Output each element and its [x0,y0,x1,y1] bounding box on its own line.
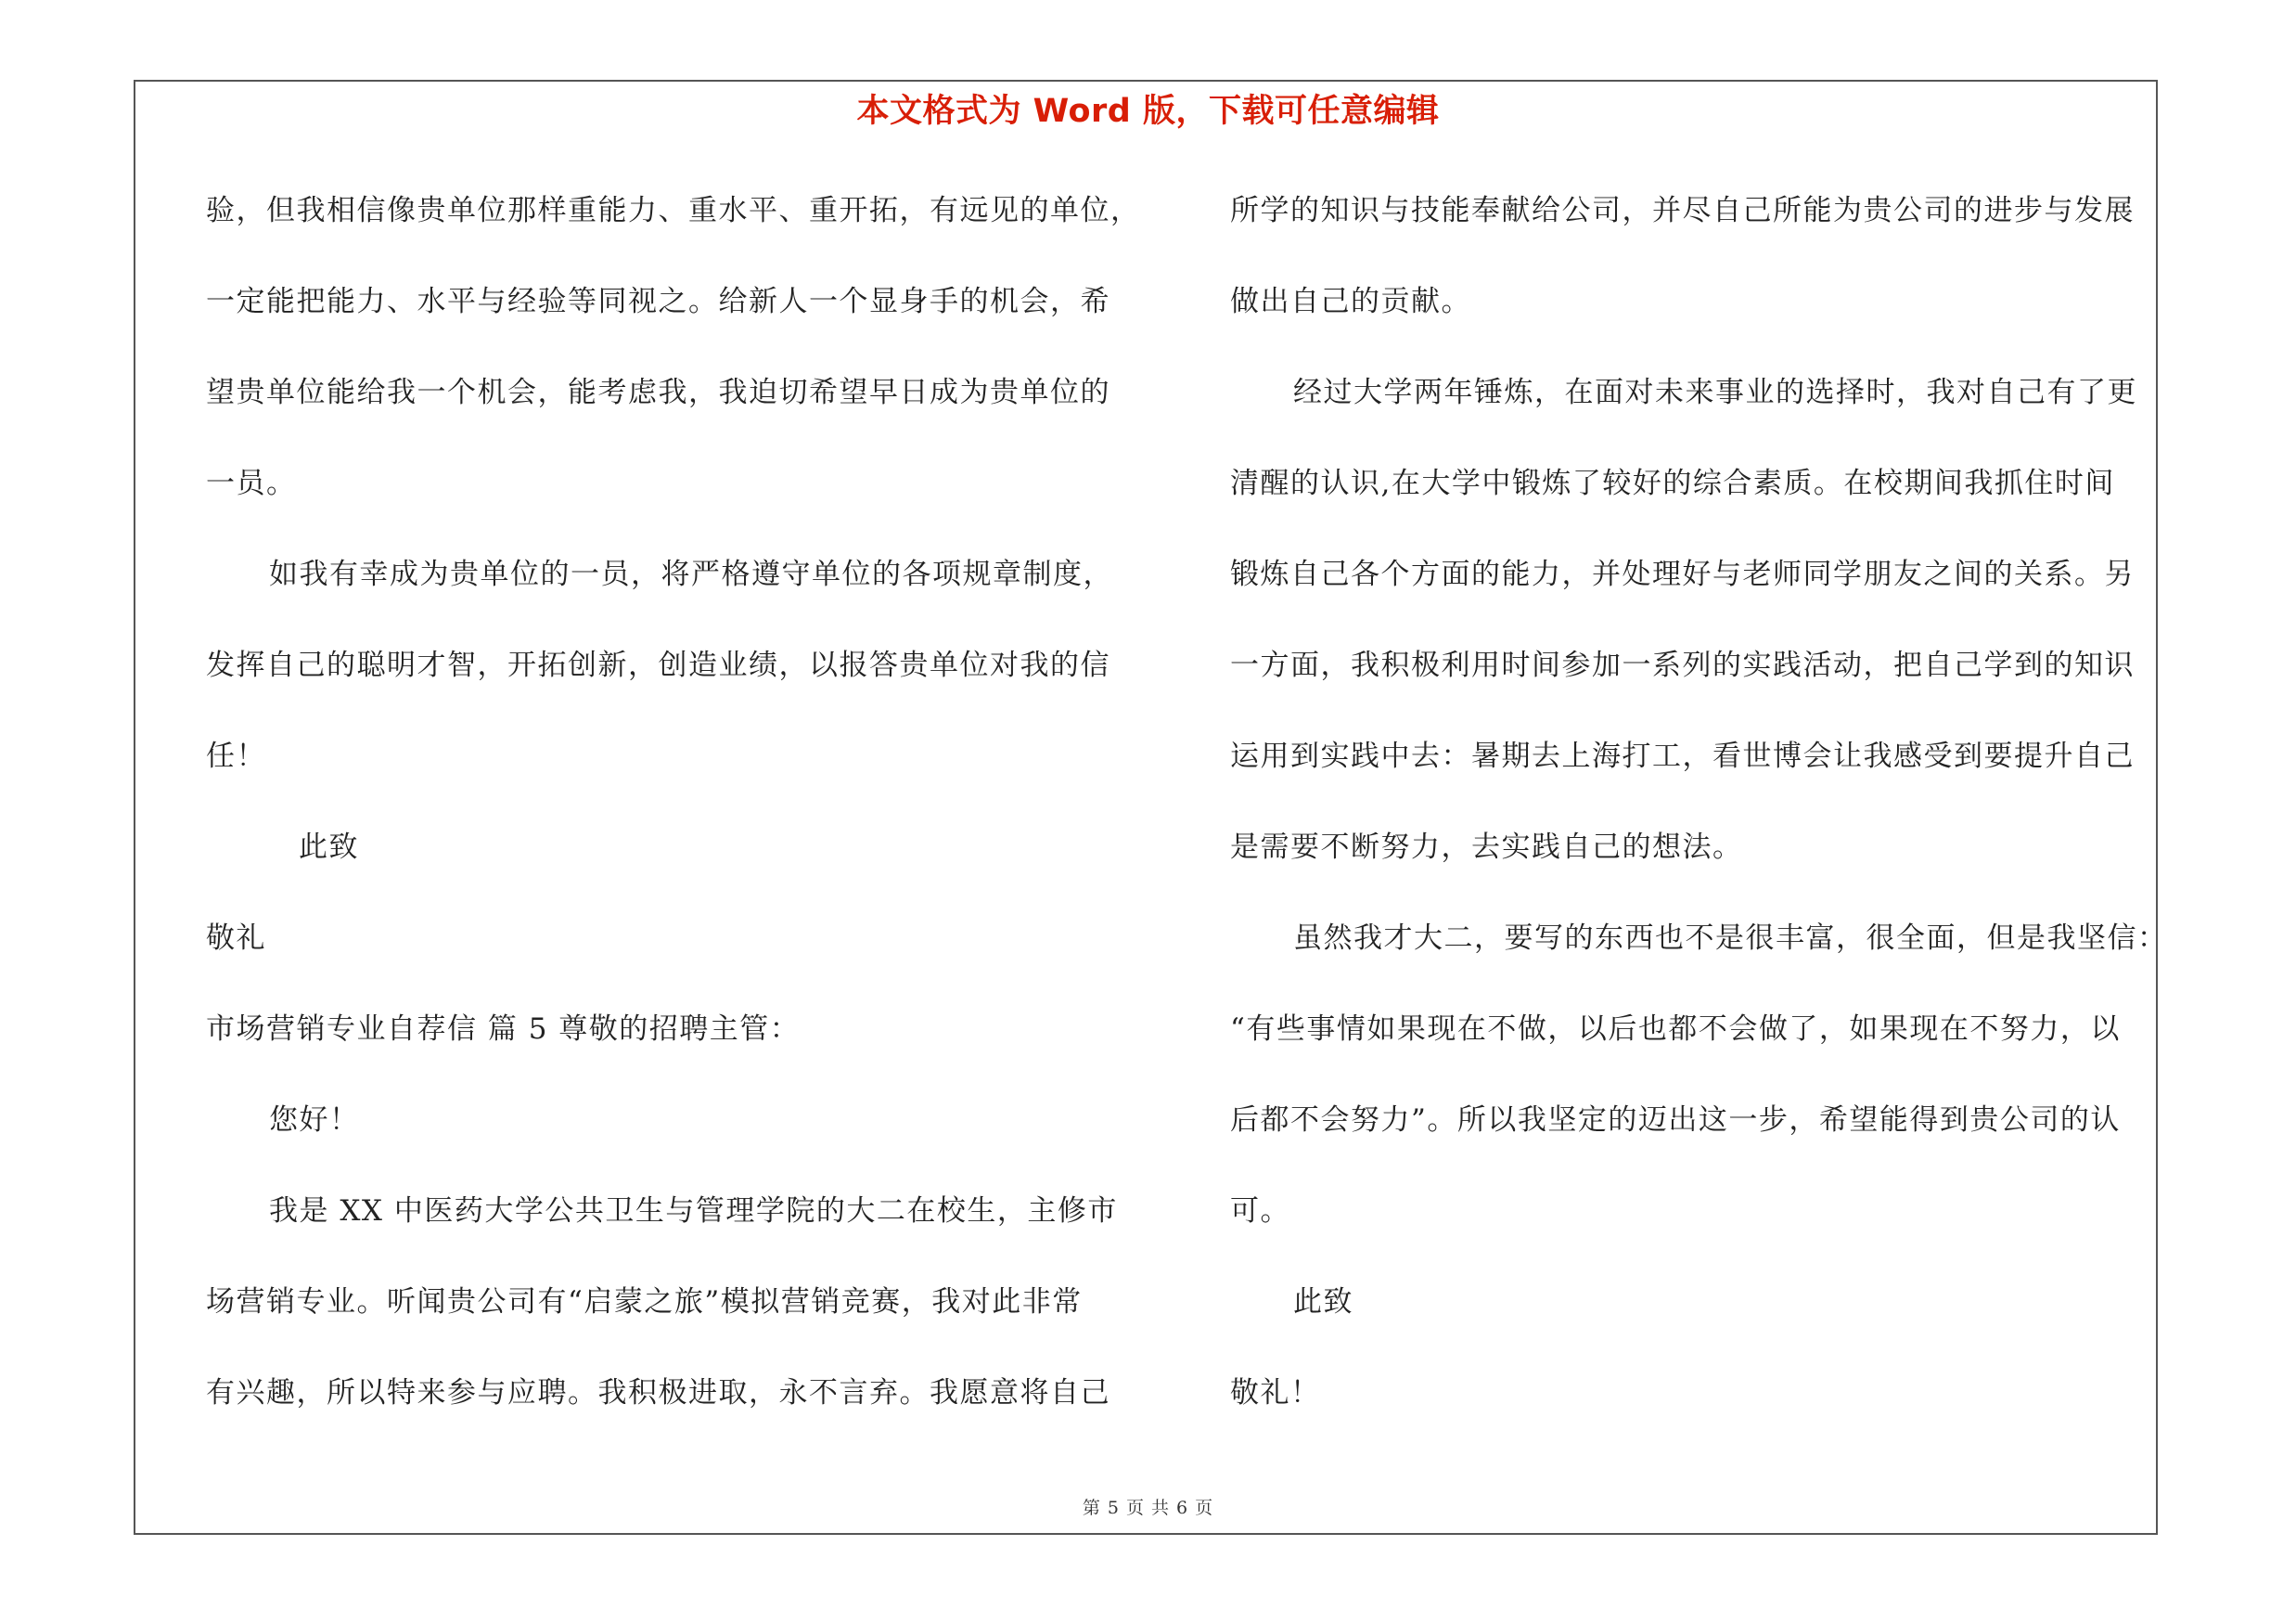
paragraph-line: 市场营销专业自荐信 篇 5 尊敬的招聘主管： [206,1012,801,1046]
paragraph-line: 一方面，我积极利用时间参加一系列的实践活动，把自己学到的知识 [1230,649,2135,682]
paragraph-line: 敬礼！ [1230,1376,1321,1410]
right-text-column [1230,181,2168,1454]
paragraph-line: 我是 XX 中医药大学公共卫生与管理学院的大二在校生，主修市 [269,1194,1118,1228]
paragraph-line: 后都不会努力”。所以我坚定的迈出这一步，希望能得到贵公司的认 [1230,1103,2121,1137]
paragraph-line: 所学的知识与技能奉献给公司，并尽自己所能为贵公司的进步与发展 [1230,194,2135,227]
paragraph-line: 您好！ [269,1103,360,1137]
paragraph-line: 有兴趣，所以特来参与应聘。我积极进取，永不言弃。我愿意将自己 [206,1376,1110,1410]
paragraph-line: 如我有幸成为贵单位的一员，将严格遵守单位的各项规章制度， [269,558,1113,591]
paragraph-line: 场营销专业。听闻贵公司有“启蒙之旅”模拟营销竞赛，我对此非常 [206,1285,1083,1319]
paragraph-line: 清醒的认识,在大学中锻炼了较好的综合素质。在校期间我抓住时间 [1230,467,2115,500]
paragraph-line: 锻炼自己各个方面的能力，并处理好与老师同学朋友之间的关系。另 [1230,558,2135,591]
paragraph-line: 可。 [1230,1194,1290,1228]
paragraph-line: “有些事情如果现在不做，以后也都不会做了，如果现在不努力，以 [1230,1012,2121,1046]
paragraph-line: 做出自己的贡献。 [1230,285,1471,318]
left-text-column [206,181,1152,1454]
paragraph-line: 一定能把能力、水平与经验等同视之。给新人一个显身手的机会，希 [206,285,1110,318]
paragraph-line: 敬礼 [206,921,266,955]
paragraph-line: 发挥自己的聪明才智，开拓创新，创造业绩，以报答贵单位对我的信 [206,649,1110,682]
paragraph-line: 任！ [206,740,266,773]
paragraph-line: 验，但我相信像贵单位那样重能力、重水平、重开拓，有远见的单位， [206,194,1141,227]
paragraph-line: 望贵单位能给我一个机会，能考虑我，我迫切希望早日成为贵单位的 [206,376,1110,409]
paragraph-line: 此致 [299,831,359,864]
page-number-footer: 第 5 页 共 6 页 [1082,1498,1214,1518]
paragraph-line: 是需要不断努力，去实践自己的想法。 [1230,831,1743,864]
paragraph-line: 经过大学两年锤炼，在面对未来事业的选择时，我对自己有了更 [1293,376,2137,409]
paragraph-line: 运用到实践中去：暑期去上海打工，看世博会让我感受到要提升自己 [1230,740,2135,773]
paragraph-line: 虽然我才大二，要写的东西也不是很丰富，很全面，但是我坚信： [1293,921,2168,955]
paragraph-line: 此致 [1293,1285,1353,1319]
document-banner: 本文格式为 Word 版，下载可任意编辑 [856,93,1440,130]
paragraph-line: 一员。 [206,467,297,500]
